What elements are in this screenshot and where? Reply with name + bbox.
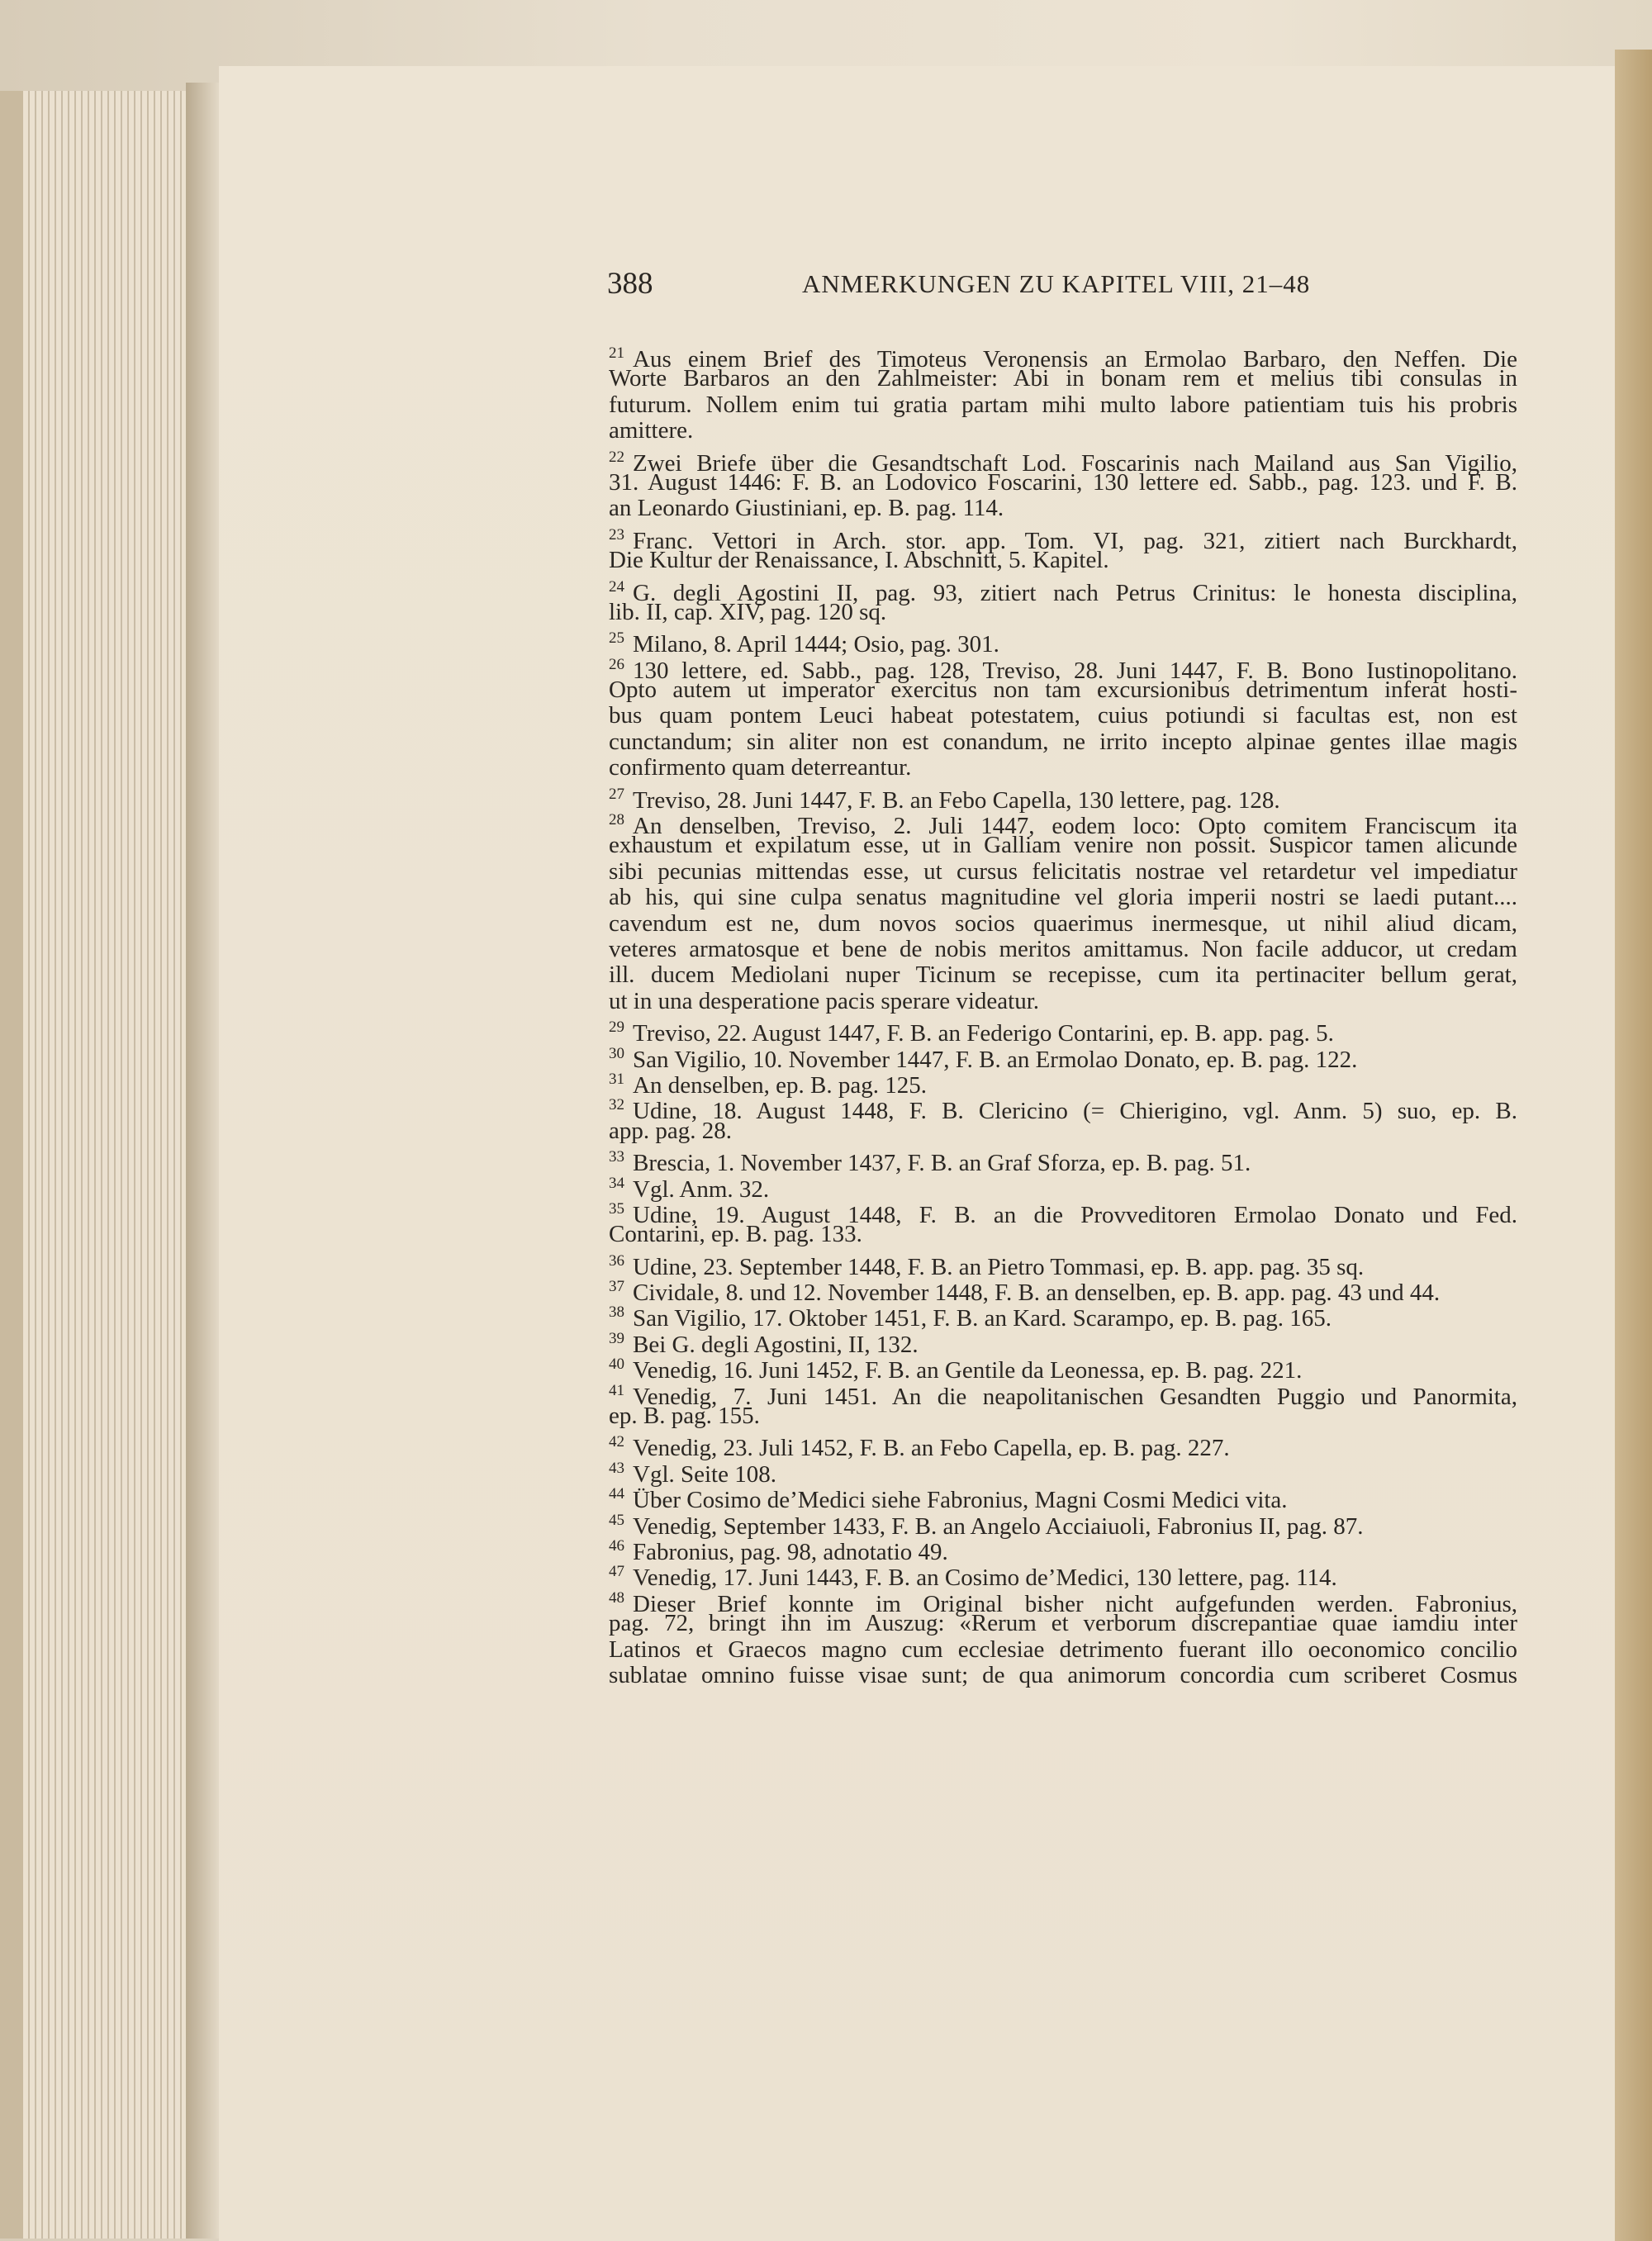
footnote-number: 35 — [609, 1199, 624, 1218]
footnote-text: an Leonardo Giustiniani, ep. B. pag. 114. — [609, 495, 1004, 522]
footnote-text: Milano, 8. April 1444; Osio, pag. 301. — [633, 631, 999, 658]
footnote-line — [609, 1663, 1517, 1688]
footnote-48 — [609, 1585, 1517, 1617]
footnote-text: ill. ducem Mediolani nuper Ticinum se recepisse, cum ita pertinaciter bellum gerat, — [609, 961, 1517, 989]
footnote-40 — [609, 1351, 1517, 1384]
chapter-title: ANMERKUNGEN ZU KAPITEL VIII, 21–48 — [802, 269, 1311, 298]
footnote-number: 27 — [609, 785, 624, 803]
footnote-text: Vgl. Seite 108. — [633, 1460, 776, 1488]
footnote-36 — [609, 1248, 1517, 1280]
footnote-text: bus quam pontem Leuci habeat potestatem, cuius potiundi si facultas est, non est — [609, 702, 1517, 729]
footnote-text: cavendum est ne, dum novos socios quaerimus inermesque, ut nihil aliud dicam, — [609, 909, 1517, 937]
footnote-text: Franc. Vettori in Arch. stor. app. Tom. VI, pag. 321, zitiert nach Burckhardt, — [633, 527, 1517, 554]
footnote-text: ep. B. pag. 155. — [609, 1403, 760, 1430]
footnote-line — [609, 677, 1517, 703]
footnote-text: Dieser Brief konnte im Original bisher nicht aufgefunden werden. Fabronius, — [633, 1590, 1517, 1617]
footnote-number: 31 — [609, 1070, 624, 1088]
footnote-33 — [609, 1144, 1517, 1177]
footnote-number: 30 — [609, 1044, 624, 1062]
footnote-line — [609, 366, 1517, 392]
footnote-text: pag. 72, bringt ihn im Auszug: «Rerum et verborum discrepantiae quae iamdiu inter — [609, 1610, 1517, 1637]
footnote-26 — [609, 652, 1517, 684]
footnote-line — [609, 703, 1517, 729]
footnote-line — [609, 496, 1517, 521]
footnote-number: 41 — [609, 1381, 624, 1399]
footnote-text: confirmento quam deterreantur. — [609, 754, 912, 781]
footnote-number: 47 — [609, 1563, 624, 1581]
footnote-text: Über Cosimo de’Medici siehe Fabronius, Magni Cosmi Medici vita. — [633, 1487, 1288, 1514]
footnote-text: ab his, qui sine culpa senatus magnitudine vel gloria imperii nostri se laedi putant.... — [609, 884, 1517, 911]
footnote-text: Venedig, 16. Juni 1452, F. B. an Gentile da Leonessa, ep. B. pag. 221. — [633, 1357, 1303, 1384]
footnote-text: Treviso, 28. Juni 1447, F. B. an Febo Capella, 130 lettere, pag. 128. — [633, 786, 1280, 814]
page-number: 388 — [607, 267, 653, 301]
footnote-text: app. pag. 28. — [609, 1117, 732, 1144]
footnote-line — [609, 859, 1517, 885]
footnote-text: Fabronius, pag. 98, adnotatio 49. — [633, 1538, 948, 1565]
footnote-line — [609, 962, 1517, 988]
footnote-text: Venedig, 7. Juni 1451. An die neapolitanischen Gesandten Puggio und Panormita, — [633, 1383, 1517, 1410]
footnote-number: 24 — [609, 577, 624, 596]
footnote-32 — [609, 1092, 1517, 1125]
footnote-text: San Vigilio, 17. Oktober 1451, F. B. an Kard. Scarampo, ep. B. pag. 165. — [633, 1305, 1332, 1332]
footnote-text: amittere. — [609, 417, 694, 444]
footnote-37 — [609, 1274, 1517, 1307]
footnote-line — [609, 833, 1517, 858]
footnote-line — [609, 937, 1517, 962]
running-header — [607, 266, 1516, 307]
footnote-line — [609, 989, 1517, 1014]
footnote-text: Venedig, September 1433, F. B. an Angelo Acciaiuoli, Fabronius II, pag. 87. — [633, 1512, 1364, 1540]
footnote-text: 130 lettere, ed. Sabb., pag. 128, Treviso, 28. Juni 1447, F. B. Bono Iustinopolitano. — [633, 657, 1517, 684]
footnote-line — [609, 755, 1517, 781]
footnote-text: San Vigilio, 10. November 1447, F. B. an Ermolao Donato, ep. B. pag. 122. — [633, 1046, 1358, 1073]
footnote-text: lib. II, cap. XIV, pag. 120 sq. — [609, 598, 887, 625]
footnote-text: 31. August 1446: F. B. an Lodovico Foscarini, 130 lettere ed. Sabb., pag. 123. und F. B. — [609, 468, 1517, 496]
footnote-line — [609, 911, 1517, 937]
footnote-text: Worte Barbaros an den Zahlmeister: Abi in bonam rem et melius tibi consulas in — [609, 365, 1517, 392]
footnote-number: 43 — [609, 1459, 624, 1477]
footnote-35 — [609, 1196, 1517, 1228]
footnote-text: Udine, 19. August 1448, F. B. an die Provveditoren Ermolao Donato und Fed. — [633, 1201, 1517, 1228]
footnote-number: 22 — [609, 448, 624, 466]
footnote-text: sibi pecunias mittendas esse, ut cursus felicitatis nostrae vel retardetur vel impediatur — [609, 857, 1517, 885]
footnotes-block — [609, 340, 1517, 1688]
footnote-text: Bei G. degli Agostini, II, 132. — [633, 1331, 919, 1358]
footnote-number: 28 — [609, 811, 624, 829]
footnote-text: Brescia, 1. November 1437, F. B. an Graf Sforza, ep. B. pag. 51. — [633, 1150, 1251, 1177]
footnote-text: Udine, 18. August 1448, F. B. Clericino (= Chierigino, vgl. Anm. 5) suo, ep. B. — [633, 1098, 1517, 1125]
footnote-line — [609, 470, 1517, 496]
footnote-41 — [609, 1378, 1517, 1410]
footnote-number: 34 — [609, 1174, 624, 1192]
page-gutter-shadow — [186, 83, 219, 2239]
footnote-number: 21 — [609, 344, 624, 362]
footnote-number: 45 — [609, 1511, 624, 1529]
footnote-line — [609, 392, 1517, 418]
footnote-30 — [609, 1041, 1517, 1073]
footnote-number: 23 — [609, 525, 624, 544]
footnote-22 — [609, 444, 1517, 477]
footnote-number: 33 — [609, 1148, 624, 1166]
footnote-text: Aus einem Brief des Timoteus Veronensis an Ermolao Barbaro, den Neffen. Die — [633, 346, 1517, 373]
footnote-text: Vgl. Anm. 32. — [633, 1175, 770, 1203]
footnote-number: 44 — [609, 1485, 624, 1503]
footnote-text: Treviso, 22. August 1447, F. B. an Federigo Contarini, ep. B. app. pag. 5. — [633, 1020, 1334, 1047]
footnote-text: Udine, 23. September 1448, F. B. an Pietro Tommasi, ep. B. app. pag. 35 sq. — [633, 1253, 1365, 1280]
footnote-text: Die Kultur der Renaissance, I. Abschnitt, 5. Kapitel. — [609, 547, 1109, 574]
footnote-line — [609, 1611, 1517, 1636]
footnote-number: 36 — [609, 1251, 624, 1270]
book-page-edges — [0, 91, 209, 2239]
footnote-number: 46 — [609, 1536, 624, 1555]
footnote-number: 42 — [609, 1433, 624, 1451]
footnote-text: G. degli Agostini II, pag. 93, zitiert nach Petrus Crinitus: le honesta disciplina, — [633, 579, 1517, 606]
footnote-line — [609, 1637, 1517, 1663]
footnote-text: Latinos et Graecos magno cum ecclesiae detrimento fuerant illo oeconomico concilio — [609, 1636, 1517, 1663]
footnote-text: Venedig, 17. Juni 1443, F. B. an Cosimo de’Medici, 130 lettere, pag. 114. — [633, 1564, 1337, 1592]
footnote-line — [609, 885, 1517, 910]
footnote-text: Contarini, ep. B. pag. 133. — [609, 1221, 862, 1248]
footnote-number: 37 — [609, 1278, 624, 1296]
footnote-number: 29 — [609, 1018, 624, 1037]
footnote-text: sublatae omnino fuisse visae sunt; de qua animorum concordia cum scriberet Cosmus — [609, 1661, 1517, 1688]
footnote-text: Venedig, 23. Juli 1452, F. B. an Febo Capella, ep. B. pag. 227. — [633, 1435, 1230, 1462]
footnote-number: 26 — [609, 655, 624, 673]
footnote-text: cunctandum; sin aliter non est conandum, ne irrito incepto alpinae gentes illae magis — [609, 728, 1517, 755]
footnote-text: futurum. Nollem enim tui gratia partam mihi multo labore patientiam tuis his probris — [609, 391, 1517, 418]
footnote-number: 38 — [609, 1303, 624, 1322]
footnote-text: veteres armatosque et bene de nobis meritos amittamus. Non facile adducor, ut credam — [609, 935, 1517, 962]
footnote-45 — [609, 1507, 1517, 1540]
footnote-24 — [609, 574, 1517, 606]
footnote-23 — [609, 522, 1517, 554]
footnote-44 — [609, 1481, 1517, 1514]
footnote-line — [609, 729, 1517, 755]
footnote-number: 39 — [609, 1329, 624, 1347]
footnote-text: An denselben, Treviso, 2. Juli 1447, eodem loco: Opto comitem Franciscum ita — [633, 813, 1517, 840]
footnote-number: 40 — [609, 1356, 624, 1374]
footnote-text: exhaustum et expilatum esse, ut in Galliam venire non possit. Suspicor tamen alicunde — [609, 832, 1517, 859]
footnote-text: An denselben, ep. B. pag. 125. — [633, 1071, 927, 1099]
footnote-29 — [609, 1014, 1517, 1047]
footnote-text: Zwei Briefe über die Gesandtschaft Lod. Foscarinis nach Mailand aus San Vigilio, — [633, 449, 1517, 477]
footnote-25 — [609, 625, 1517, 658]
footnote-line — [609, 418, 1517, 444]
footnote-text: ut in una desperatione pacis sperare videatur. — [609, 987, 1039, 1014]
footnote-21 — [609, 340, 1517, 373]
footnote-number: 48 — [609, 1588, 624, 1607]
footnote-47 — [609, 1559, 1517, 1592]
footnote-text: Opto autem ut imperator exercitus non tam excursionibus detrimentum inferat hosti- — [609, 677, 1517, 704]
footnote-28 — [609, 807, 1517, 840]
footnote-number: 32 — [609, 1096, 624, 1114]
footnote-number: 25 — [609, 629, 624, 648]
facing-page-edge — [1615, 50, 1652, 2241]
footnote-42 — [609, 1429, 1517, 1462]
footnote-27 — [609, 781, 1517, 814]
footnote-text: Cividale, 8. und 12. November 1448, F. B. an denselben, ep. B. app. pag. 43 und 44. — [633, 1280, 1441, 1307]
